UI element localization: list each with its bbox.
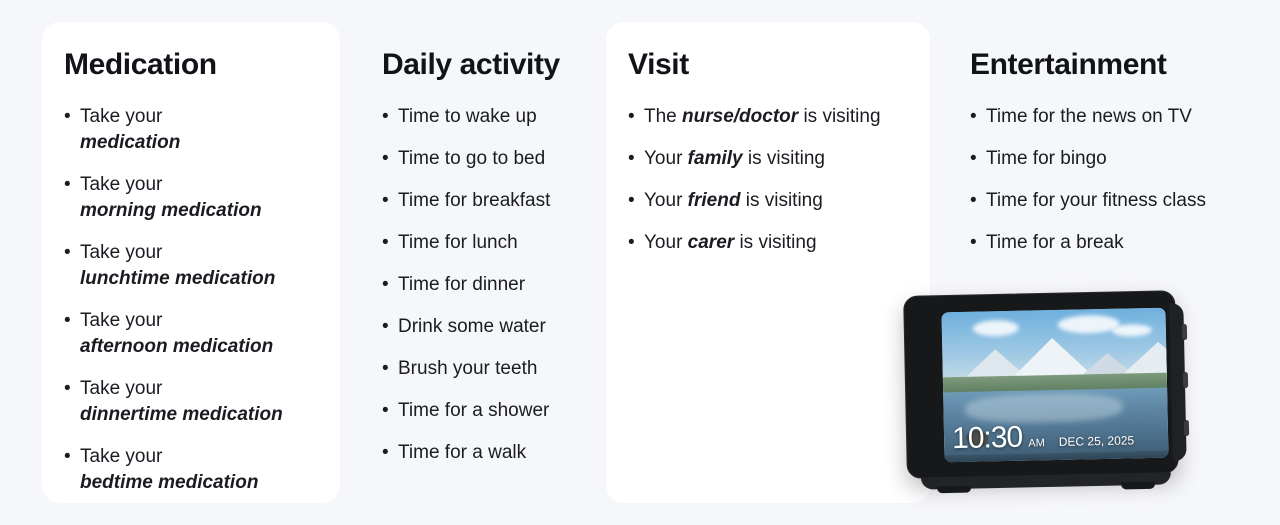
device-side-buttons[interactable]	[1182, 324, 1189, 436]
list-item[interactable]	[628, 230, 904, 256]
item-suffix: is visiting	[745, 190, 823, 211]
device-foot	[1121, 482, 1155, 490]
cloud-icon	[973, 320, 1019, 337]
list-item[interactable]	[64, 308, 314, 360]
device-button[interactable]	[1184, 420, 1189, 436]
column-title-visit	[628, 48, 689, 84]
item-prefix: Your	[644, 148, 683, 169]
device-button[interactable]	[1183, 372, 1188, 388]
column-title-text: Visit	[628, 48, 689, 81]
list-item[interactable]	[64, 240, 314, 292]
clock-ampm: AM	[1028, 437, 1045, 450]
item-emphasis: morning medication	[80, 200, 262, 221]
item-suffix: is visiting	[739, 232, 817, 253]
clock-time: 10:30	[951, 420, 1023, 456]
list-visit	[628, 104, 904, 256]
list-item[interactable]	[64, 104, 314, 156]
item-label: Brush your teeth	[398, 358, 538, 379]
list-item[interactable]	[970, 188, 1232, 214]
smart-display-device	[905, 288, 1190, 485]
column-visit	[606, 22, 930, 503]
item-emphasis: family	[687, 148, 743, 169]
item-prefix: Your	[644, 190, 683, 211]
item-label: Time to wake up	[398, 106, 537, 127]
item-label: Drink some water	[398, 316, 546, 337]
list-item[interactable]	[628, 188, 904, 214]
list-item[interactable]	[382, 314, 578, 340]
column-title-text: Medication	[64, 48, 217, 81]
list-item[interactable]	[382, 272, 578, 298]
device-button[interactable]	[1182, 324, 1187, 340]
item-emphasis: lunchtime medication	[80, 268, 276, 289]
list-item[interactable]	[970, 146, 1232, 172]
list-item[interactable]	[64, 172, 314, 224]
list-item[interactable]	[64, 376, 314, 428]
list-entertainment	[970, 104, 1232, 256]
item-label: Time for a walk	[398, 442, 527, 463]
device-foot	[937, 486, 971, 494]
item-label: Time for lunch	[398, 232, 518, 253]
list-item[interactable]	[382, 440, 578, 466]
list-item[interactable]	[382, 146, 578, 172]
item-emphasis: dinnertime medication	[80, 404, 283, 425]
item-label: Time for dinner	[398, 274, 526, 295]
item-label: Time for the news on TV	[986, 106, 1192, 127]
column-medication	[42, 22, 340, 503]
list-item[interactable]	[628, 146, 904, 172]
item-emphasis: friend	[687, 190, 741, 211]
item-prefix: Take your	[80, 174, 163, 195]
list-item[interactable]	[628, 104, 904, 130]
item-emphasis: bedtime medication	[80, 472, 259, 493]
item-emphasis: carer	[687, 232, 735, 253]
list-item[interactable]	[382, 104, 578, 130]
column-title-entertainment	[970, 48, 1167, 84]
item-prefix: Take your	[80, 242, 163, 263]
list-item[interactable]	[382, 188, 578, 214]
item-prefix: Take your	[80, 310, 163, 331]
list-item[interactable]	[382, 398, 578, 424]
item-label: Time to go to bed	[398, 148, 546, 169]
cloud-icon	[1112, 324, 1152, 337]
column-title-medication	[64, 48, 217, 84]
item-label: Time for your fitness class	[986, 190, 1206, 211]
item-prefix: The	[644, 106, 677, 127]
column-title-daily-activity	[382, 48, 560, 84]
list-item[interactable]	[382, 230, 578, 256]
list-item[interactable]	[970, 230, 1232, 256]
item-label: Time for a break	[986, 232, 1124, 253]
cloud-icon	[1058, 315, 1120, 334]
item-label: Time for a shower	[398, 400, 550, 421]
item-emphasis: afternoon medication	[80, 336, 274, 357]
list-item[interactable]	[64, 444, 314, 496]
item-prefix: Take your	[80, 106, 163, 127]
column-title-text: Daily activity	[382, 48, 560, 81]
list-daily-activity	[382, 104, 578, 466]
screen-clock	[952, 418, 1135, 456]
list-item[interactable]	[382, 356, 578, 382]
column-daily-activity	[360, 22, 604, 503]
item-emphasis: nurse/doctor	[682, 106, 799, 127]
device-screen[interactable]	[941, 308, 1168, 463]
item-emphasis: medication	[80, 132, 181, 153]
item-prefix: Take your	[80, 378, 163, 399]
clock-date: DEC 25, 2025	[1058, 433, 1135, 449]
item-label: Time for breakfast	[398, 190, 551, 211]
list-medication	[64, 104, 314, 496]
item-prefix: Take your	[80, 446, 163, 467]
item-suffix: is visiting	[747, 148, 825, 169]
item-label: Time for bingo	[986, 148, 1107, 169]
column-title-text: Entertainment	[970, 48, 1167, 81]
item-prefix: Your	[644, 232, 683, 253]
list-item[interactable]	[970, 104, 1232, 130]
item-suffix: is visiting	[803, 106, 881, 127]
